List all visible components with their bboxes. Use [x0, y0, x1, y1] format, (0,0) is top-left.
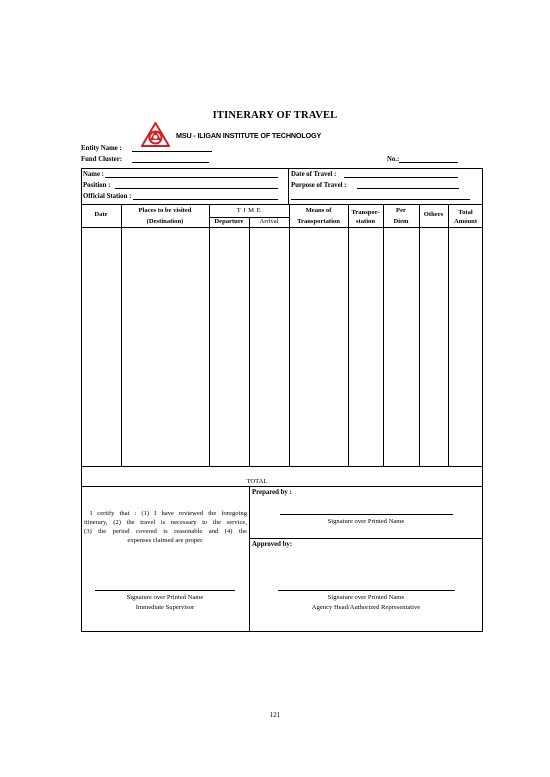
fund-cluster-label: Fund Cluster:	[81, 156, 122, 163]
document-title: ITINERARY OF TRAVEL	[212, 110, 338, 121]
col-header-places: Places to be visited	[138, 207, 192, 214]
col-header-transpo-sub: station	[355, 218, 376, 225]
prepared-by-signature-label: Signature over Printed Name	[327, 518, 405, 525]
date-of-travel-label: Date of Travel :	[291, 171, 337, 178]
fund-cluster-field[interactable]	[132, 162, 209, 163]
col-divider-transpo	[383, 204, 384, 466]
certification-text	[84, 509, 247, 545]
table-header-bottom	[81, 227, 483, 228]
col-divider-places	[209, 204, 210, 466]
header-divider	[288, 168, 289, 205]
name-field[interactable]	[105, 177, 278, 178]
col-header-places-sub: (Destination)	[146, 218, 184, 225]
entity-name-label: Entity Name :	[81, 145, 122, 152]
col-header-time: T I M E	[236, 207, 262, 214]
col-header-arrival: Arrival	[259, 218, 279, 225]
col-header-transpo: Transpor-	[351, 209, 380, 216]
agency-head-signature-line[interactable]	[278, 590, 455, 591]
col-header-per: Per	[396, 207, 406, 214]
position-label: Position :	[83, 182, 111, 189]
purpose-of-travel-field-2[interactable]	[291, 199, 470, 200]
approved-by-label: Approved by:	[252, 541, 293, 548]
col-divider-means	[348, 204, 349, 466]
agency-head-title: Agency Head/Authorized Representative	[311, 604, 421, 611]
supervisor-signature-line[interactable]	[95, 590, 235, 591]
certification-line-3: (3) the period covered is reasonable and (4) the	[84, 528, 247, 535]
col-header-total-sub: Amount	[453, 218, 478, 225]
entity-name-field[interactable]	[132, 151, 212, 152]
official-station-field[interactable]	[133, 199, 278, 200]
agency-head-signature-label: Signature over Printed Name	[327, 594, 405, 601]
col-header-total: Total	[458, 209, 473, 216]
total-label: TOTAL	[246, 478, 268, 485]
prepared-by-label: Prepared by :	[252, 489, 292, 496]
date-of-travel-field[interactable]	[344, 177, 458, 178]
col-divider-others	[448, 204, 449, 466]
page-number: 121	[269, 711, 281, 719]
col-header-others: Others	[423, 211, 444, 218]
purpose-of-travel-label: Purpose of Travel :	[291, 182, 347, 189]
col-header-departure: Departure	[214, 218, 244, 225]
itinerary-form-box	[81, 168, 483, 632]
position-field[interactable]	[115, 188, 278, 189]
certification-line-1: I certify that : (1) I have reviewed the foregoing	[90, 510, 247, 517]
purpose-of-travel-field[interactable]	[357, 188, 459, 189]
prepared-by-signature-line[interactable]	[280, 514, 453, 515]
no-label: No.:	[387, 156, 400, 163]
institution-name: MSU - ILIGAN INSTITUTE OF TECHNOLOGY	[176, 131, 322, 140]
supervisor-signature-label: Signature over Printed Name	[126, 594, 204, 601]
col-divider-perdiem	[419, 204, 420, 466]
certification-line-2: itinerary, (2) the travel is necessary to the service,	[84, 519, 247, 526]
supervisor-title: Immediate Supervisor	[135, 604, 195, 611]
certification-line-4: expenses claimed are proper.	[127, 537, 204, 544]
table-top-border	[81, 204, 483, 205]
total-row-bottom	[81, 486, 483, 487]
col-header-means: Means of	[305, 207, 332, 214]
col-divider-date	[121, 204, 122, 466]
prepared-approved-divider	[249, 538, 483, 539]
col-header-diem: Diem	[393, 218, 409, 225]
col-header-date: Date	[94, 211, 108, 218]
col-divider-departure	[249, 217, 250, 466]
institution-logo	[141, 122, 170, 147]
col-header-means-sub: Transportation	[297, 218, 340, 225]
official-station-label: Official Station :	[83, 193, 132, 200]
col-divider-arrival	[289, 204, 290, 466]
table-body-bottom	[81, 466, 483, 467]
name-label: Name :	[83, 171, 104, 178]
no-field[interactable]	[399, 162, 458, 163]
